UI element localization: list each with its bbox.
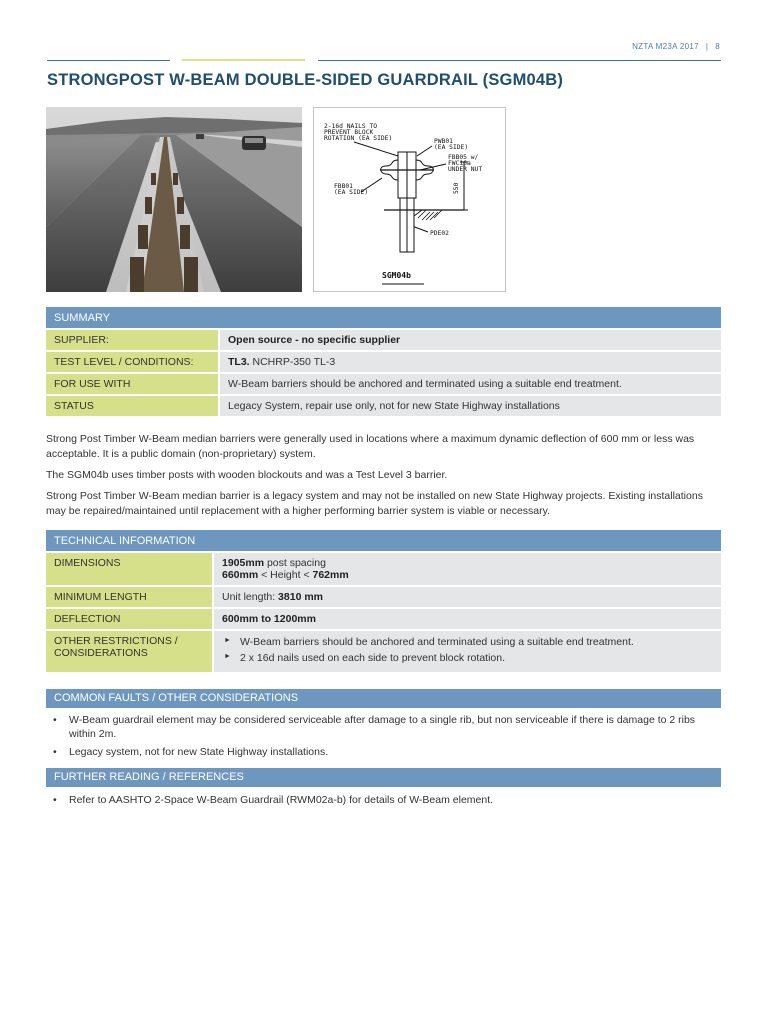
- diagram-caption: SGM04b: [382, 271, 411, 280]
- row-label: OTHER RESTRICTIONS / CONSIDERATIONS: [46, 631, 214, 672]
- page-title: STRONGPOST W-BEAM DOUBLE-SIDED GUARDRAIL (SGM04B): [47, 71, 564, 89]
- header-rule-accent: [182, 59, 305, 61]
- doc-reference: NZTA M23A 2017: [632, 42, 699, 51]
- diagram-label-fbb01: FBB01 (EA SIDE): [334, 183, 369, 196]
- body-paragraph-3: Strong Post Timber W-Beam median barrier is a legacy system and may not be installed on new State Highway projects. Existing installations may be repaired/maintained until replacement with a higher performing barrier system is viable or necessary.: [46, 490, 703, 517]
- arrow-bullet-icon: ►: [224, 637, 231, 644]
- row-label: DIMENSIONS: [46, 553, 214, 585]
- row-label: DEFLECTION: [46, 609, 214, 629]
- row-label: MINIMUM LENGTH: [46, 587, 214, 607]
- list-item: • Refer to AASHTO 2-Space W-Beam Guardrail (RWM02a-b) for details of W-Beam element.: [53, 794, 494, 806]
- summary-row-test-level: [46, 352, 721, 372]
- faults-list: [46, 713, 721, 763]
- row-value: TL3. NCHRP-350 TL-3: [220, 352, 721, 372]
- restriction-item: ► 2 x 16d nails used on each side to prevent block rotation.: [224, 652, 506, 664]
- technical-table: [46, 528, 721, 674]
- row-label: STATUS: [46, 396, 220, 416]
- running-header: [632, 42, 720, 51]
- header-rule-right: [318, 60, 721, 61]
- diagram-label-pwb01: PWB01 (EA SIDE): [434, 138, 469, 151]
- row-value: 1905mm post spacing 660mm < Height < 762mm: [214, 553, 721, 585]
- list-item: • Legacy system, not for new State Highway installations.: [53, 746, 329, 758]
- row-label: FOR USE WITH: [46, 374, 220, 394]
- summary-table: [46, 305, 721, 418]
- restriction-item: ► W-Beam barriers should be anchored and terminated using a suitable end treatment.: [224, 636, 634, 648]
- summary-heading: SUMMARY: [46, 307, 721, 328]
- tech-row-dimensions: [46, 553, 721, 585]
- header-separator: |: [705, 42, 709, 51]
- body-paragraph-2: The SGM04b uses timber posts with wooden blockouts and was a Test Level 3 barrier.: [46, 469, 448, 481]
- diagram-label-fbb05: FBB05 w/ FWC16a UNDER NUT: [448, 154, 483, 173]
- arrow-bullet-icon: ►: [224, 653, 231, 660]
- page-number: 8: [715, 42, 720, 51]
- body-paragraph-1: Strong Post Timber W-Beam median barriers were generally used in locations where a maximum dynamic deflection of 600 mm or less was acceptable. It is a public domain (non-proprietary) system.: [46, 433, 695, 460]
- reading-list: [46, 793, 721, 811]
- summary-row-use-with: [46, 374, 721, 394]
- summary-row-supplier: [46, 330, 721, 350]
- reading-heading: FURTHER READING / REFERENCES: [46, 768, 721, 787]
- faults-heading: COMMON FAULTS / OTHER CONSIDERATIONS: [46, 689, 721, 708]
- row-value: 600mm to 1200mm: [214, 609, 721, 629]
- tech-row-min-length: [46, 587, 721, 607]
- bullet-icon: •: [53, 714, 57, 726]
- header-rule-left: [47, 60, 170, 61]
- bullet-icon: •: [53, 794, 57, 806]
- row-value: W-Beam barriers should be anchored and terminated using a suitable end treatment.: [220, 374, 721, 394]
- row-value: [214, 631, 721, 672]
- row-value: Open source - no specific supplier: [220, 330, 721, 350]
- row-value: Legacy System, repair use only, not for new State Highway installations: [220, 396, 721, 416]
- list-item: • W-Beam guardrail element may be considered serviceable after damage to a single rib, but non serviceable if there is damage to 2 ribs within 2m.: [53, 714, 696, 740]
- technical-heading: TECHNICAL INFORMATION: [46, 530, 721, 551]
- row-value: Unit length: 3810 mm: [214, 587, 721, 607]
- summary-row-status: [46, 396, 721, 416]
- diagram-note-nails: 2-16d NAILS TO PREVENT BLOCK ROTATION (EA SIDE): [324, 123, 393, 142]
- diagram-dimension: 550: [453, 182, 460, 194]
- sgm04b-diagram: [313, 107, 506, 292]
- guardrail-photo: [46, 107, 302, 292]
- diagram-label-pde02: PDE02: [430, 230, 449, 237]
- row-label: SUPPLIER:: [46, 330, 220, 350]
- tech-row-deflection: [46, 609, 721, 629]
- tech-row-restrictions: [46, 631, 721, 672]
- bullet-icon: •: [53, 746, 57, 758]
- row-label: TEST LEVEL / CONDITIONS:: [46, 352, 220, 372]
